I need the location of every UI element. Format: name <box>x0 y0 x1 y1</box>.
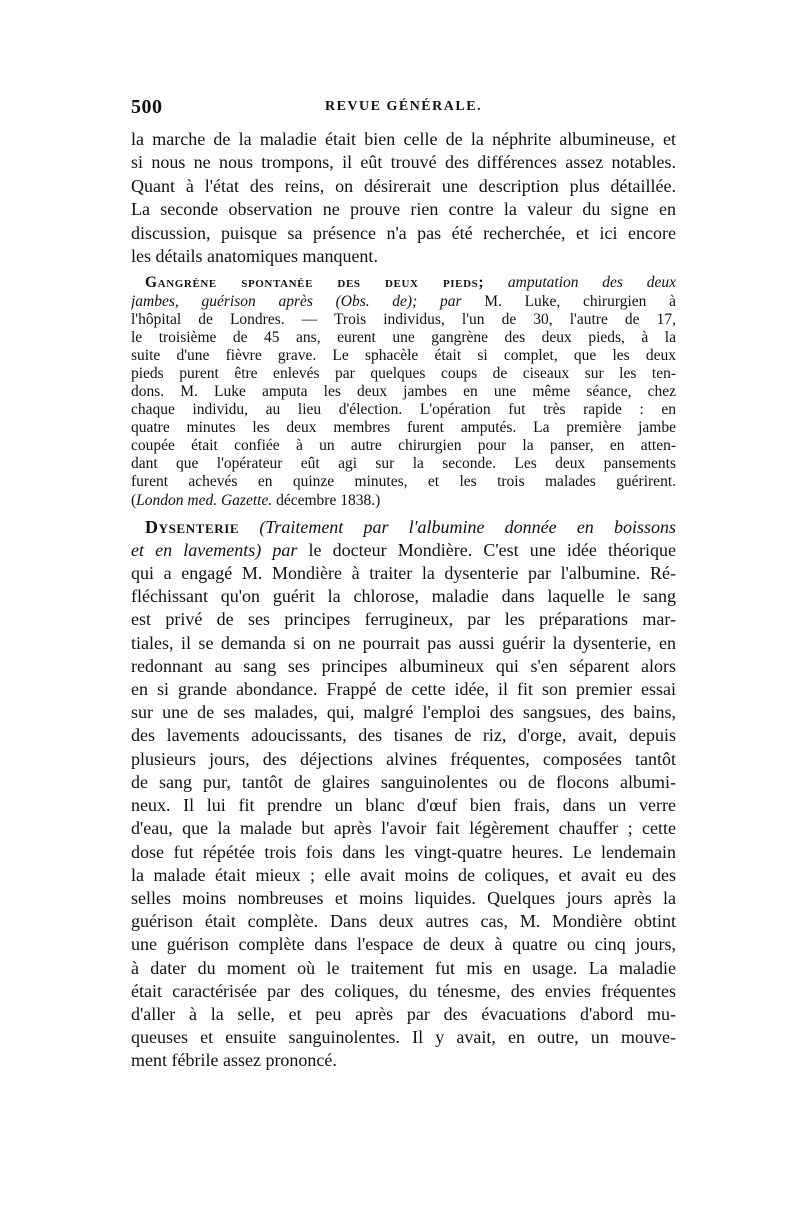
body-text <box>131 128 676 1073</box>
text-line <box>131 539 676 562</box>
page-number: 500 <box>131 96 163 118</box>
text-line: dons. M. Luke amputa les deux jambes en une même séance, chez <box>131 383 676 400</box>
citation-paren: ( <box>131 491 137 509</box>
text-line: si nous ne nous trompons, il eût trouvé des différences assez notables. <box>131 152 676 173</box>
obs-reference: (Obs. de); <box>335 292 418 310</box>
citation-source: London med. Gazette. <box>136 491 273 509</box>
paragraph-dysentery <box>131 516 676 1073</box>
text-line: des lavements adoucissants, des tisanes de riz, d'orge, avait, depuis <box>131 725 676 746</box>
text-line: redonnant au sang ses principes albumineux qui s'en séparent alors <box>131 655 676 676</box>
text-line: l'hôpital de Londres. — Trois individus, l'un de 30, l'autre de 17, <box>131 310 676 328</box>
title-italic: et en lavements) par <box>131 539 298 560</box>
text-line: discussion, puisque sa présence n'a pas été recherchée, et ici encore <box>131 222 676 243</box>
citation-line <box>131 492 676 510</box>
text-line: Quant à l'état des reins, on désirerait une description plus détaillée. <box>131 175 676 196</box>
text-line: d'eau, que la malade but après l'avoir fait légèrement chauffer ; cette <box>131 818 676 839</box>
section-heading: Dysenterie <box>145 516 240 537</box>
text-line: de sang pur, tantôt de glaires sanguinolentes ou de flocons albumi- <box>131 771 676 792</box>
text-line: la malade était mieux ; elle avait moins de coliques, et avait eu des <box>131 864 676 885</box>
running-title: REVUE GÉNÉRALE. <box>324 99 483 114</box>
text-line: fléchissant qu'on guérit la chlorose, maladie dans laquelle le sang <box>131 586 676 607</box>
text-line <box>131 274 676 292</box>
text-line: suite d'une fièvre grave. Le sphacèle était si complet, que les deux <box>131 346 676 364</box>
text-run: M. Luke, chirurgien à <box>484 292 676 310</box>
text-line: chaque individu, au lieu d'élection. L'opération fut très rapide : en <box>131 401 676 419</box>
text-line: d'aller à la selle, et peu après par des évacuations d'abord mu- <box>131 1003 676 1024</box>
text-line: qui a engagé M. Mondière à traiter la dysenterie par l'albumine. Ré- <box>131 563 676 584</box>
text-line <box>131 516 676 539</box>
text-line: une guérison complète dans l'espace de deux à quatre ou cinq jours, <box>131 934 676 955</box>
text-line: quatre minutes les deux membres furent amputés. La première jambe <box>131 419 676 437</box>
text-line: dose fut répétée trois fois dans les vingt-quatre heures. Le lendemain <box>131 841 676 862</box>
text-line: est privé de ses principes ferrugineux, par les préparations mar- <box>131 609 676 630</box>
paragraph-gangrene <box>131 274 676 509</box>
text-run: le docteur Mondière. C'est une idée théorique <box>297 539 676 560</box>
text-line: en si grande abondance. Frappé de cette idée, il fit son premier essai <box>131 679 676 700</box>
title-italic: jambes, guérison après <box>131 292 313 310</box>
title-italic: amputation des deux <box>507 274 676 292</box>
text-line: queuses et ensuite sanguinolentes. Il y avait, en outre, un mouve- <box>131 1027 676 1048</box>
text-line: ment fébrile assez prononcé. <box>131 1050 337 1071</box>
paragraph-nephritis-discussion <box>131 128 676 268</box>
text-line: pieds purent être enlevés par quelques coups de ciseaux sur les ten- <box>131 364 676 382</box>
text-line: neux. Il lui fit prendre un blanc d'œuf bien frais, dans un verre <box>131 795 676 816</box>
text-line: guérison était complète. Dans deux autres cas, M. Mondière obtint <box>131 911 676 932</box>
text-line: sur une de ses malades, qui, malgré l'emploi des sangsues, des bains, <box>131 702 676 723</box>
title-italic: (Traitement par l'albumine donnée en boissons <box>259 516 676 537</box>
section-heading: Gangrène spontanée des deux pieds; <box>145 274 485 292</box>
text-line: furent achevés en quinze minutes, et les trois malades guérirent. <box>131 473 676 491</box>
citation-date: décembre 1838.) <box>272 491 381 509</box>
text-line: selles moins nombreuses et moins liquides. Quelques jours après la <box>131 887 676 908</box>
text-line <box>131 293 676 311</box>
text-line: les détails anatomiques manquent. <box>131 246 378 267</box>
text-line: était caractérisée par des coliques, du ténesme, des envies fréquentes <box>131 980 676 1001</box>
text-line: plusieurs jours, des déjections alvines fréquentes, composées tantôt <box>131 748 676 769</box>
running-head <box>131 96 676 122</box>
text-line: La seconde observation ne prouve rien contre la valeur du signe en <box>131 199 676 220</box>
text-line: le troisième de 45 ans, eurent une gangrène des deux pieds, à la <box>131 328 676 346</box>
text-line: à dater du moment où le traitement fut mis en usage. La maladie <box>131 957 676 978</box>
text-line: dant que l'opérateur eût agi sur la seconde. Les deux pansements <box>131 455 676 473</box>
text-line: tiales, il se demanda si on ne pourrait pas aussi guérir la dysenterie, en <box>131 632 676 653</box>
text-line: coupée était confiée à un autre chirurgien pour la panser, en atten- <box>131 437 676 455</box>
text-line: la marche de la maladie était bien celle de la néphrite albumineuse, et <box>131 129 676 149</box>
title-italic: par <box>439 292 462 310</box>
